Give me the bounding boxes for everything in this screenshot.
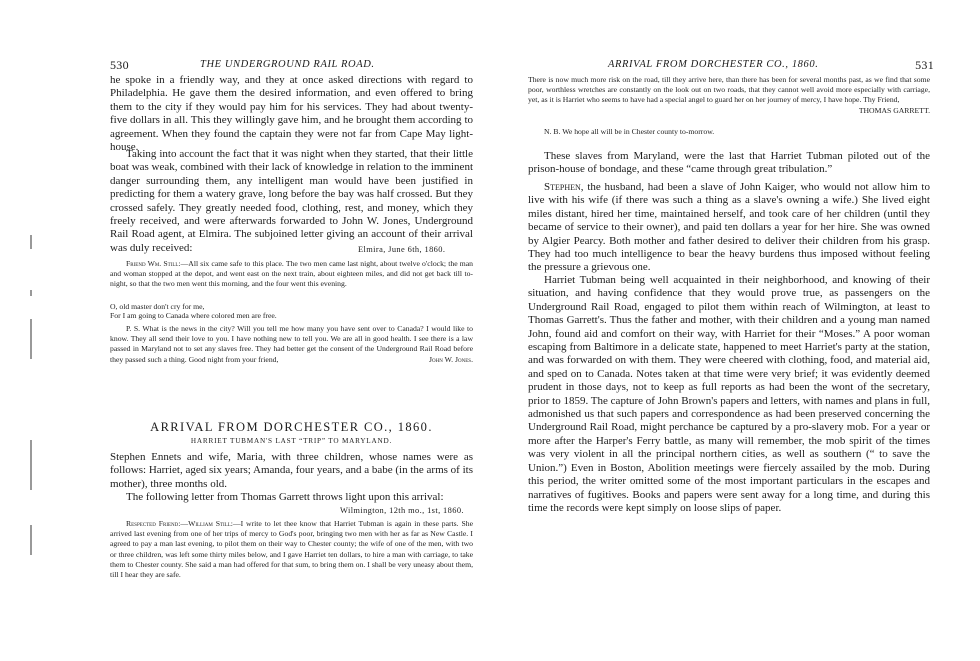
page-number: 531: [915, 58, 934, 72]
section-title: ARRIVAL FROM DORCHESTER CO., 1860.: [150, 420, 433, 434]
paragraph: he spoke in a friendly way, and they at once asked directions with regard to Philadelphia. He gave them the desired information, and even offered to bring them to the city if they would pay him for his services. They had about twenty-five dollars in all. This they willingly gave him, and he brought them according to agreement. When they found the captain they were not far from Cape May light-house.: [110, 74, 473, 154]
verse-line: For I am going to Canada where colored men are free.: [110, 311, 277, 320]
postscript-text: P. S. What is the news in the city? Will you tell me how many you have sent over to Canada? I would like to know. They all send their love to you. I have nothing new to tell you. We are all in good health. I see there is a law passed in Maryland not to set any slaves free. They had better get the consent of the Underground Rail Road before they passed such a thing. Good night from your friend,: [110, 324, 473, 364]
letter-salutation: Friend Wm. Still: [126, 259, 179, 268]
letter-text: :—I write to let thee know that Harriet Tubman is again in these parts. She arrived last evening from one of her trips of mercy to God's poor, bringing two men with her as far as New Castle. I agreed to pay a man last evening, to pilot them on their way to Chester county; the wife of one of the men, with two or three children, was left some thirty miles below, and I gave Harriet ten dollars, to hire a man with carriage, to take them to Chester county. She said a man had offered for that sum, to bring them on. I shall be very uneasy about them, till I hear they are safe.: [110, 519, 473, 580]
running-head: ARRIVAL FROM DORCHESTER CO., 1860.: [608, 59, 819, 70]
letter-text: There is now much more risk on the road, till they arrive here, than there has been for several months past, as we find that some poor, worthless wretches are constantly on the look out on two roads, that they cannot well avoid more especially with carriage, yet, as it is Harriet who seems to have had a special angel to guard her on her journey of mercy, I have hope. Thy Friend,: [528, 75, 930, 105]
verse-line: O, old master don't cry for me,: [110, 302, 205, 311]
postscript: [110, 324, 473, 365]
paragraph: Taking into account the fact that it was night when they started, that their little boat was weak, combined with their lack of knowledge in relation to the imminent danger surrounding them, any intelligent man would have been justified in predicting for them a watery grave, long before the bay was half crossed. But they crossed safely. They greatly needed food, clothing, rest, and money, which they freely received, and were afterwards forwarded to John W. Jones, Underground Rail Road agent, at Elmira. The subjoined letter giving an account of their arrival was duly received:: [110, 148, 473, 254]
binding-marks: [30, 235, 38, 575]
paragraph: These slaves from Maryland, were the last that Harriet Tubman piloted out of the prison-house of bondage, and these “came through great tribulation.”: [528, 150, 930, 176]
letter-body: [110, 519, 473, 580]
paragraph-text: , the husband, had been a slave of John Kaiger, who would not allow him to live with his wife (if there was such a thing as a slave's owning a wife.) She lived eight miles distant, hired her time, maintained herself, and took care of her children (until they became of service to their owner), and paid ten dollars a year for her hire. She was owned by Algier Pearcy. Both mother and father desired to deliver their children from his grasp. They had too much intelligence to bear the heavy burdens thus imposed without feeling the pressure a grievous one.: [528, 181, 930, 274]
paragraph: The following letter from Thomas Garrett throws light upon this arrival:: [126, 491, 444, 503]
page-number: 530: [110, 58, 129, 72]
running-head: THE UNDERGROUND RAIL ROAD.: [200, 59, 375, 70]
letter-text: :—All six came safe to this place. The two men came last night, about twelve o'clock; the man and woman stopped at the depot, and went east on the next train, about eighteen miles, and did not get back till to-night, so that the two men went this morning, and the four went this evening.: [110, 259, 474, 289]
letter-continuation: [528, 75, 930, 116]
section-subtitle: HARRIET TUBMAN'S LAST “TRIP” TO MARYLAND.: [190, 437, 393, 445]
note: N. B. We hope all will be in Chester county to-morrow.: [544, 127, 715, 136]
letter-body: [110, 259, 473, 290]
paragraph: Harriet Tubman being well acquainted in their neighborhood, and knowing of their situation, and having confidence that they would prove true, as passengers on the Underground Rail Road, engaged to pilot them within reach of Wilmington, at least to Thomas Garrett's. Thus the father and mother, with their children and a young man named John, found aid and comfort on their way, with Harriet for their “Moses.” A poor woman escaping from Baltimore in a delicate state, happened to meet Harriet's party at the station, and was forwarded on with them. They were cheered with clothing, food, and material aid, and sped on to Canada. Notes taken at that time were very brief; it was evidently deemed prudent in those days, not to keep as full reports as had been the wont of the secretary, prior to 1859. The capture of John Brown's papers and letters, with names and plans in full, admonished us that such papers and correspondence as had been preserved concerning the Underground Rail Road, might perchance be captured by a pro-slavery mob. For a year or more after the Harper's Ferry battle, as many will remember, the mob spirit of the times was very violent in all the principal northern cities, as well as southern (“ to save the Union.”) Even in Boston, Abolition meetings were fiercely assailed by the mob. During this period, the writer omitted some of the most important particulars in the escapes and narratives of fugitives. Books and papers were sent away for a long time, and during this time the records were kept simply on loose slips of paper.: [528, 274, 930, 514]
lead-word: Stephen: [544, 181, 581, 193]
right-page: [490, 0, 980, 661]
signature: THOMAS GARRETT.: [858, 105, 930, 115]
arrivals-paragraph: Stephen Ennets and wife, Maria, with three children, whose names were as follows: Harriet, aged six years; Amanda, four years, and a babe (in the arms of its mother), three months old.: [110, 451, 473, 490]
letter-salutation: Respected Friend:—William Still: [126, 519, 231, 528]
signature: John W. Jones.: [429, 354, 473, 364]
letter-dateline: Elmira, June 6th, 1860.: [358, 245, 446, 254]
paragraph: [528, 181, 930, 275]
letter-dateline: Wilmington, 12th mo., 1st, 1860.: [340, 506, 464, 515]
left-header: [110, 58, 480, 73]
